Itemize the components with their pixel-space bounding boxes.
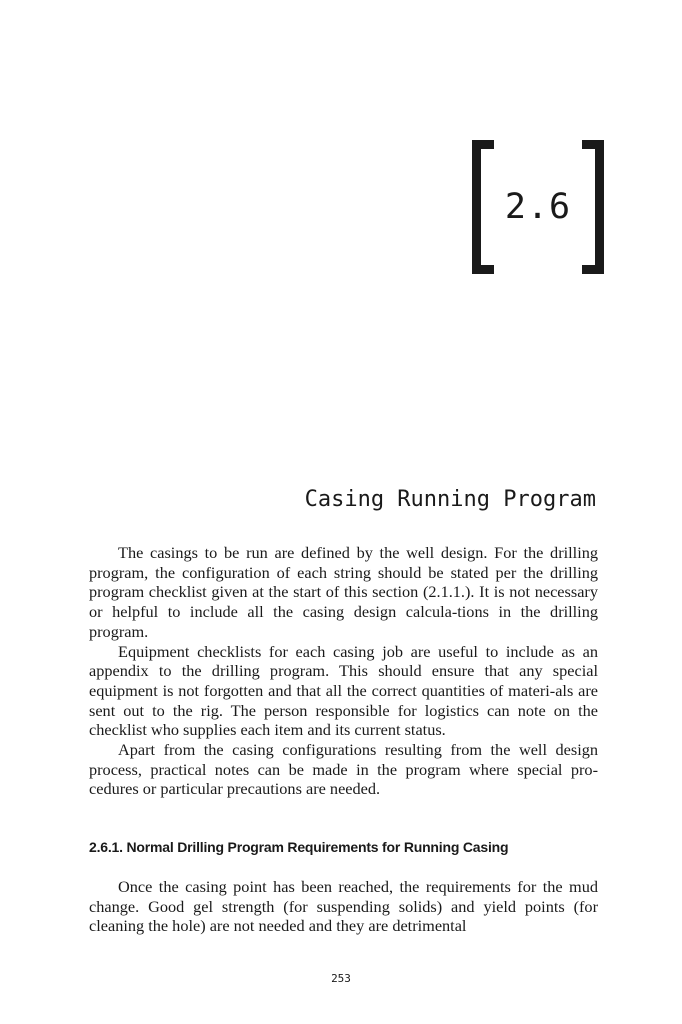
chapter-number: 2.6 xyxy=(504,187,572,227)
section-paragraph: Once the casing point has been reached, the requirements for the mud change. Good gel strength (for suspending solids) and yield points (for cleaning the hole) are not needed and they are detrimental xyxy=(89,877,598,936)
chapter-title: Casing Running Program xyxy=(304,487,596,512)
body-paragraph: Apart from the casing configurations resulting from the well design process, practical notes can be made in the program where special pro-cedures or particular precautions are needed. xyxy=(89,740,598,799)
body-paragraph: The casings to be run are defined by the well design. For the drilling program, the configuration of each string should be stated per the drilling program checklist given at the start of this section (2.1.1.). It is not necessary or helpful to include all the casing design calcula-tions in the drilling program. xyxy=(89,543,598,641)
section-heading: 2.6.1. Normal Drilling Program Requirements for Running Casing xyxy=(89,839,509,855)
body-paragraph: Equipment checklists for each casing job are useful to include as an appendix to the drilling program. This should ensure that any special equipment is not forgotten and that all the correct quantities of materi-als are sent out to the rig. The person responsible for logistics can note on the checklist who supplies each item and its current status. xyxy=(89,641,598,740)
page-number: 253 xyxy=(331,972,351,985)
chapter-body xyxy=(89,543,598,799)
right-bracket xyxy=(582,140,604,274)
section-body xyxy=(89,877,598,936)
chapter-number-badge xyxy=(472,140,604,278)
